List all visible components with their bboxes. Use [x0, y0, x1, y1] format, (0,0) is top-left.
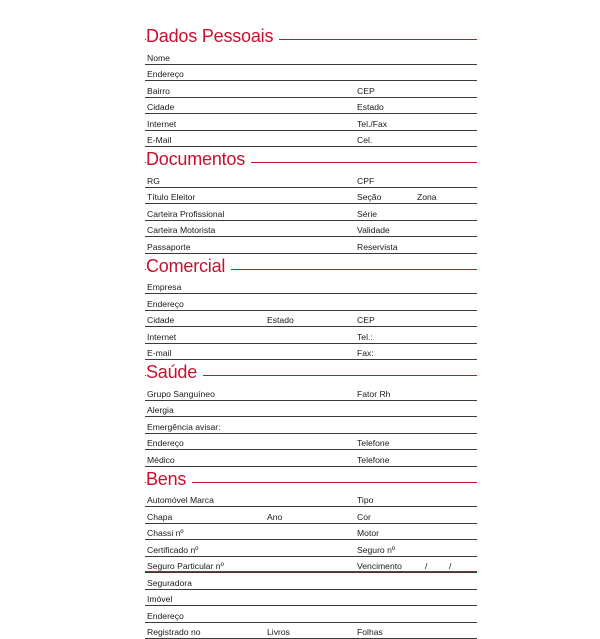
field-label: CPF: [357, 176, 374, 186]
field-label: Motor: [357, 528, 379, 538]
section-header-bens: [145, 467, 477, 491]
field-label: Imóvel: [147, 594, 172, 604]
section-header-comercial: [145, 254, 477, 278]
section-title: Bens: [146, 469, 192, 490]
field-label: Internet: [147, 332, 176, 342]
field-label: Cel.: [357, 135, 372, 145]
field-label: Validade: [357, 225, 390, 235]
form-row-chapa[interactable]: [145, 507, 477, 524]
field-label: E-Mail: [147, 135, 171, 145]
field-label: Nome: [147, 53, 170, 63]
field-label: Endereço: [147, 438, 184, 448]
form-row-endereco-imovel[interactable]: [145, 606, 477, 623]
section-divider: [145, 482, 477, 483]
form-row-carteira-motorista[interactable]: [145, 221, 477, 238]
form-row-seguradora[interactable]: [145, 573, 477, 590]
field-label: Chapa: [147, 512, 172, 522]
form-row-carteira-profissional[interactable]: [145, 204, 477, 221]
form-row-imovel[interactable]: [145, 590, 477, 607]
field-label: E-mail: [147, 348, 171, 358]
field-label: Livros: [267, 627, 290, 637]
field-label: Fator Rh: [357, 389, 390, 399]
field-label: Grupo Sanguíneo: [147, 389, 215, 399]
form-row-email-comercial[interactable]: [145, 344, 477, 361]
form-row-bairro[interactable]: [145, 81, 477, 98]
form-row-emergencia[interactable]: [145, 417, 477, 434]
section-title: Saúde: [146, 362, 203, 383]
field-label: Seção: [357, 192, 381, 202]
field-label: Emergência avisar:: [147, 422, 221, 432]
field-label: Tel./Fax: [357, 119, 387, 129]
field-label: CEP: [357, 86, 375, 96]
field-label: Carteira Motorista: [147, 225, 215, 235]
form-row-alergia[interactable]: [145, 401, 477, 418]
field-label: Passaporte: [147, 242, 190, 252]
section-title: Comercial: [146, 256, 231, 277]
form-row-medico[interactable]: [145, 450, 477, 467]
field-label: CEP: [357, 315, 375, 325]
section-title: Dados Pessoais: [146, 26, 279, 47]
field-label: Internet: [147, 119, 176, 129]
form-row-endereco-saude[interactable]: [145, 434, 477, 451]
field-label: Empresa: [147, 282, 181, 292]
form-row-internet-comercial[interactable]: [145, 327, 477, 344]
field-label: Certificado nº: [147, 545, 198, 555]
field-label: Ano: [267, 512, 282, 522]
field-label: Estado: [267, 315, 294, 325]
bottom-divider: [145, 571, 477, 572]
field-label: RG: [147, 176, 160, 186]
field-label: Cidade: [147, 102, 174, 112]
form-row-certificado[interactable]: [145, 540, 477, 557]
date-separator: /: [449, 561, 451, 571]
personal-agenda-form: [145, 24, 477, 639]
field-label: Endereço: [147, 299, 184, 309]
date-separator: /: [425, 561, 427, 571]
field-label: Fax:: [357, 348, 374, 358]
field-label: Telefone: [357, 455, 390, 465]
form-row-registrado[interactable]: [145, 623, 477, 639]
form-row-rg[interactable]: [145, 171, 477, 188]
field-label: Endereço: [147, 611, 184, 621]
form-row-passaporte[interactable]: [145, 237, 477, 254]
field-label: Cor: [357, 512, 371, 522]
field-label: Estado: [357, 102, 384, 112]
field-label: Série: [357, 209, 377, 219]
field-label: Registrado no: [147, 627, 201, 637]
form-row-endereco-comercial[interactable]: [145, 294, 477, 311]
field-label: Automóvel Marca: [147, 495, 214, 505]
field-label: Chassi nº: [147, 528, 184, 538]
field-label: Carteira Profissional: [147, 209, 224, 219]
field-label: Título Eleitor: [147, 192, 195, 202]
field-label: Cidade: [147, 315, 174, 325]
field-label: Endereço: [147, 69, 184, 79]
field-label: Folhas: [357, 627, 383, 637]
form-row-grupo-sanguineo[interactable]: [145, 384, 477, 401]
section-header-documentos: [145, 147, 477, 171]
form-row-cidade-comercial[interactable]: [145, 311, 477, 328]
field-label: Médico: [147, 455, 175, 465]
field-label: Zona: [417, 192, 437, 202]
field-label: Vencimento: [357, 561, 402, 571]
form-row-internet[interactable]: [145, 114, 477, 131]
field-label: Seguro Particular nº: [147, 561, 224, 571]
form-row-endereco[interactable]: [145, 65, 477, 82]
field-label: Tel.:: [357, 332, 373, 342]
form-row-empresa[interactable]: [145, 278, 477, 295]
field-label: Seguro nº: [357, 545, 395, 555]
form-row-nome[interactable]: [145, 48, 477, 65]
section-header-saude: [145, 360, 477, 384]
field-label: Reservista: [357, 242, 398, 252]
form-row-titulo-eleitor[interactable]: [145, 188, 477, 205]
section-header-dados-pessoais: [145, 24, 477, 48]
form-row-automovel[interactable]: [145, 491, 477, 508]
field-label: Bairro: [147, 86, 170, 96]
form-row-email[interactable]: [145, 131, 477, 148]
form-row-cidade[interactable]: [145, 98, 477, 115]
section-title: Documentos: [146, 149, 251, 170]
field-label: Tipo: [357, 495, 373, 505]
field-label: Alergia: [147, 405, 174, 415]
field-label: Telefone: [357, 438, 390, 448]
field-label: Seguradora: [147, 578, 192, 588]
form-row-chassi[interactable]: [145, 524, 477, 541]
